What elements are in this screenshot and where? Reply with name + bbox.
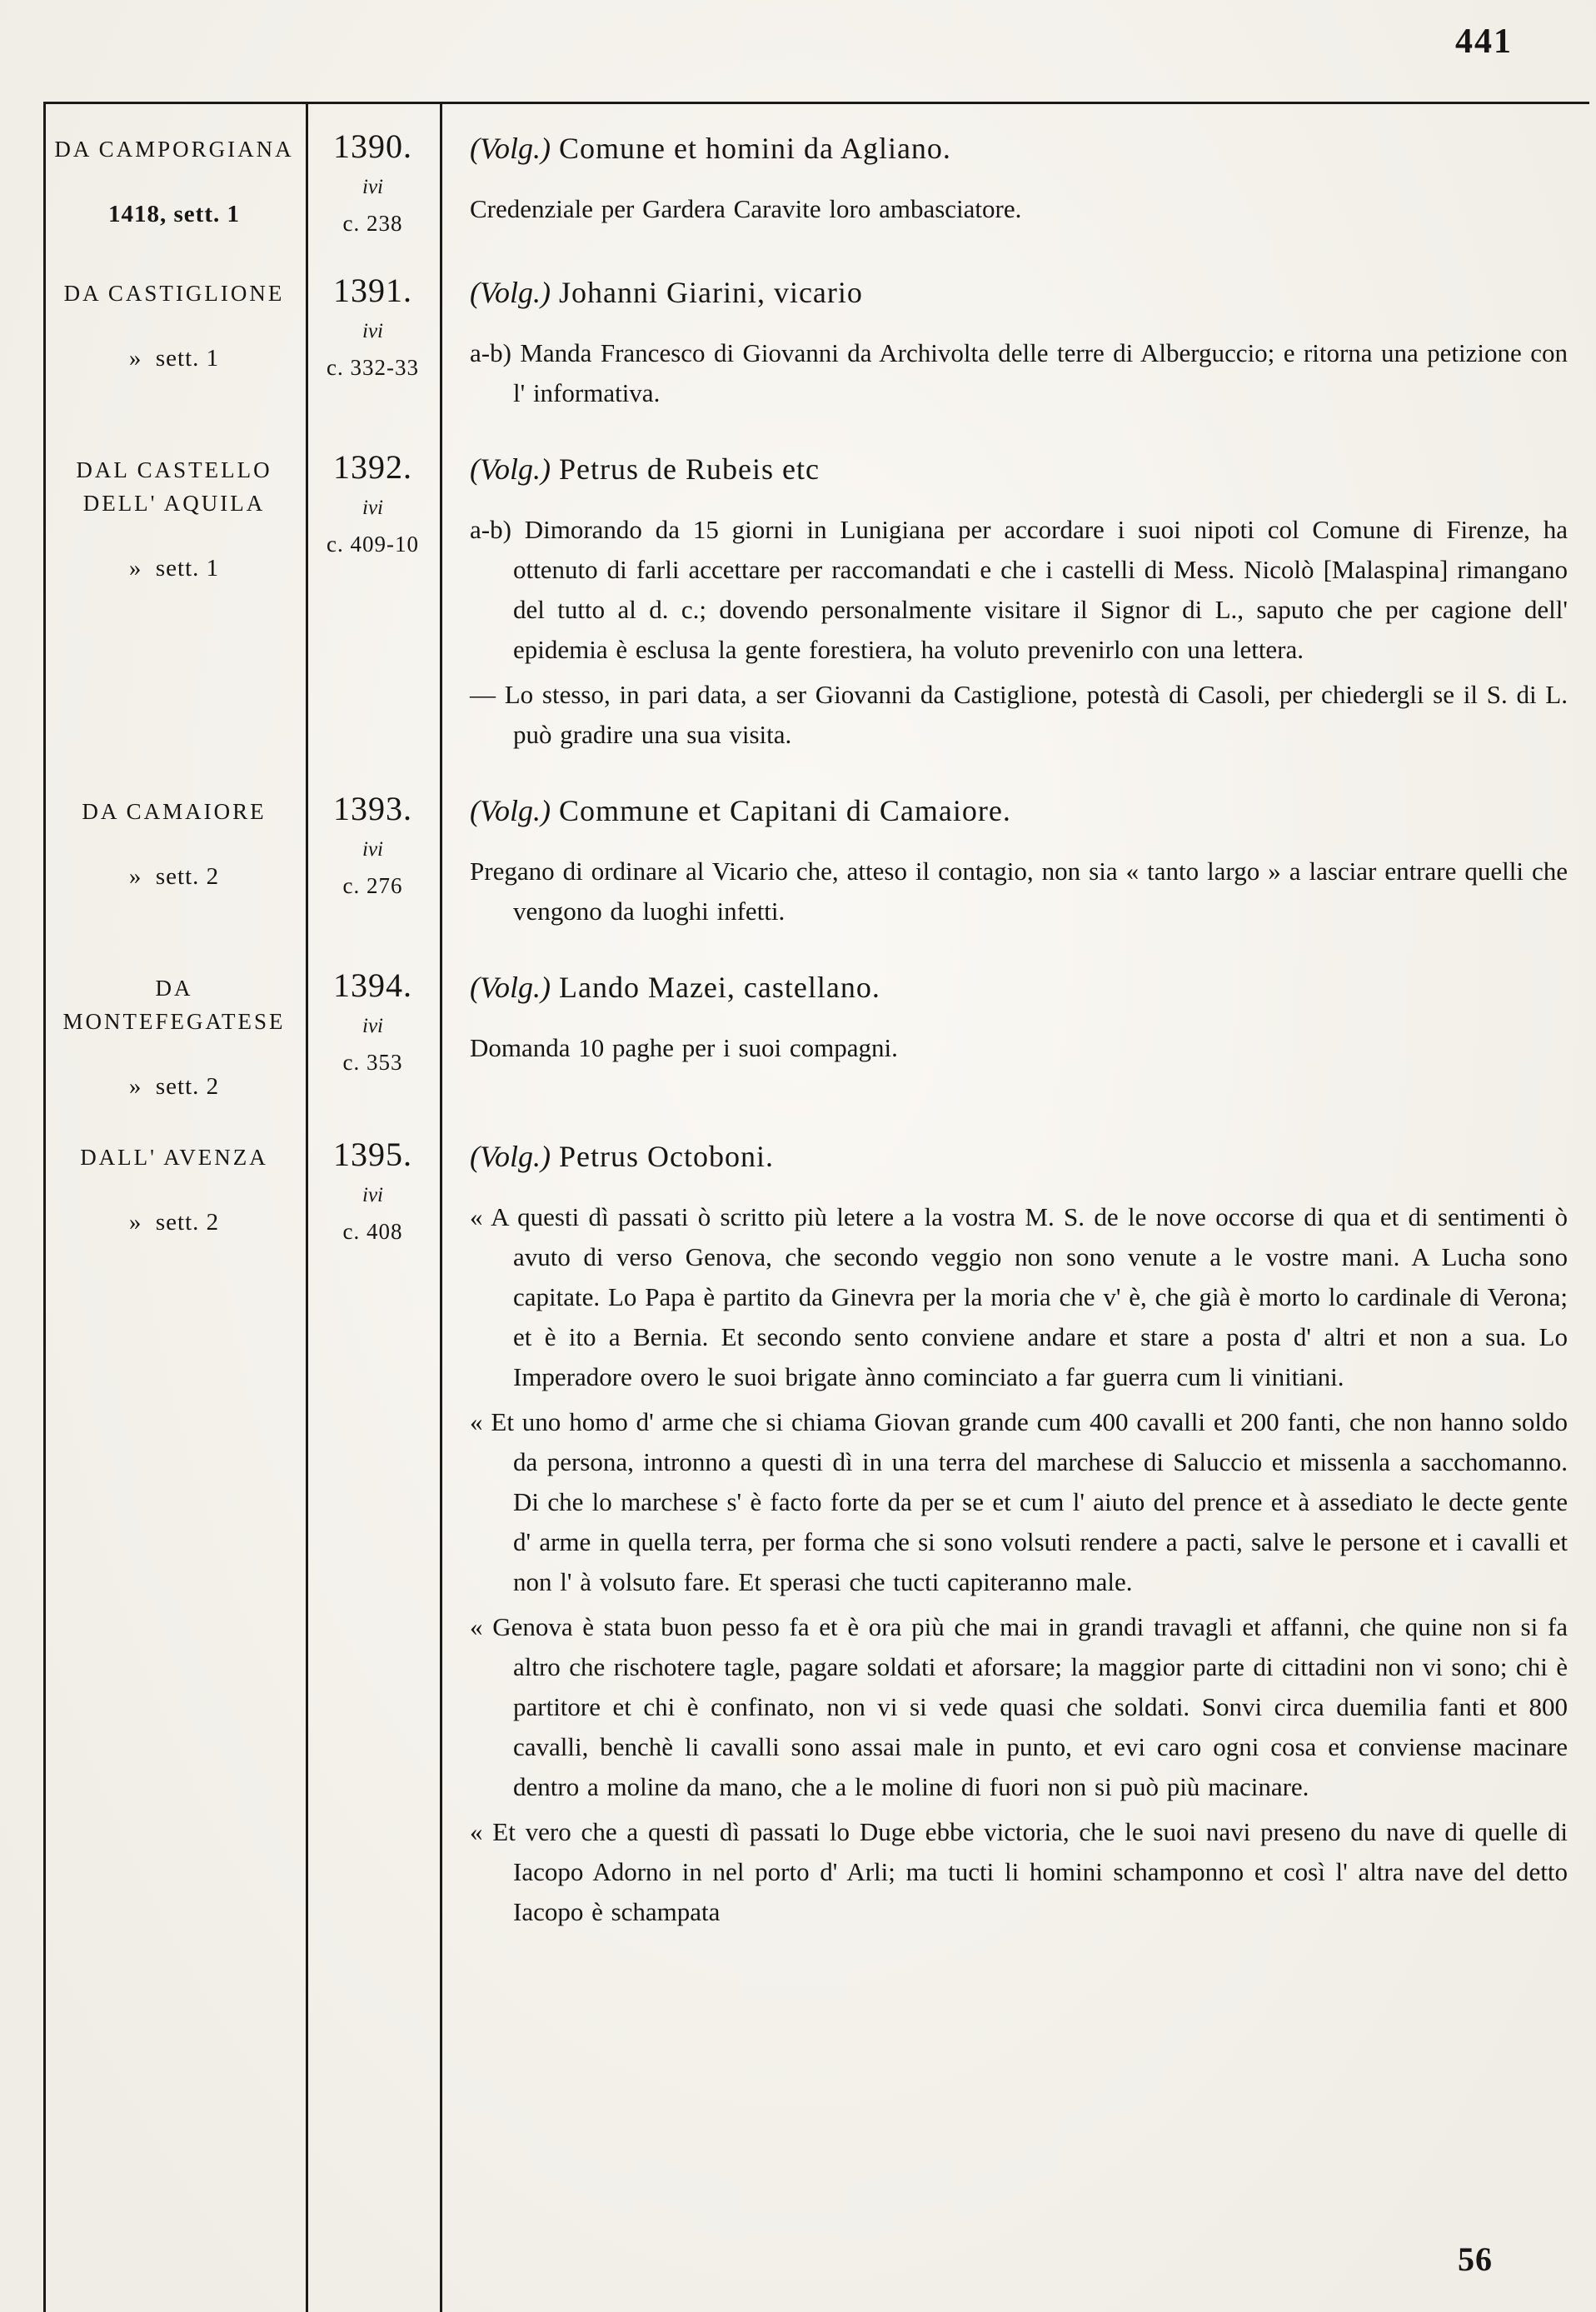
- place-name: DA CAMAIORE: [82, 799, 267, 824]
- entry-number: 1394.: [333, 966, 412, 1004]
- entry-number: 1392.: [333, 448, 412, 486]
- entry-date: » sett. 2: [128, 863, 220, 890]
- place-name: DAL CASTELLO: [76, 457, 272, 482]
- entry-heading: [470, 1136, 1568, 1177]
- entry-number-cell: [306, 127, 440, 237]
- entry-ref-ivi: ivi: [362, 1184, 383, 1206]
- entry-number: 1393.: [333, 790, 412, 827]
- entry-paragraph: — Lo stesso, in pari data, a ser Giovanni da Castiglione, potestà di Casoli, per chiedergli se il S. di L. può gradire una sua visita.: [470, 680, 1568, 749]
- entry-number-cell: [306, 966, 440, 1101]
- entry-number-cell: [306, 1136, 440, 1932]
- entry-heading-tag: (Volg.): [470, 1140, 551, 1173]
- place-name: MONTEFEGATESE: [62, 1009, 286, 1034]
- folio-number: 441: [1455, 22, 1513, 61]
- entry-heading-tag: (Volg.): [470, 132, 551, 165]
- entry-number: 1391.: [333, 272, 412, 309]
- entry-heading-tag: (Volg.): [470, 794, 551, 827]
- register-entry: [46, 966, 1589, 1101]
- register-entry: [46, 790, 1589, 931]
- entry-paragraph: a-b) Manda Francesco di Giovanni da Archivolta delle terre di Alberguccio; e ritorna una petizione con l' informativa.: [470, 338, 1568, 407]
- entry-paragraph: « Et vero che a questi dì passati lo Duge ebbe victoria, che le suoi navi preseno du nave di quelle di Iacopo Adorno in nel porto d' Arli; ma tucti li homini schamponno et così l' altra nave del detto Iacopo è schampata: [470, 1817, 1568, 1926]
- entry-ref-ivi: ivi: [362, 320, 383, 342]
- entry-text-cell: [440, 272, 1589, 413]
- entry-ref-carta: c. 409-10: [327, 532, 419, 557]
- entry-ref-carta: c. 353: [342, 1050, 403, 1075]
- entry-date: » sett. 1: [128, 555, 220, 582]
- register-entry: [46, 272, 1589, 413]
- register-table: [43, 102, 1589, 2312]
- register-entry: [46, 127, 1589, 237]
- entry-ref-ivi: ivi: [362, 176, 383, 198]
- entry-heading-text: Petrus Octoboni.: [558, 1140, 774, 1173]
- entry-ref-carta: c. 332-33: [327, 355, 419, 380]
- entry-date: » sett. 2: [128, 1209, 220, 1236]
- signature-number: 56: [1458, 2240, 1493, 2278]
- entry-ref-ivi: ivi: [362, 497, 383, 519]
- entry-text-cell: [440, 790, 1589, 931]
- entry-paragraph: Domanda 10 paghe per i suoi compagni.: [470, 1033, 898, 1062]
- entry-heading-text: Lando Mazei, castellano.: [558, 971, 880, 1004]
- entry-place-cell: [46, 790, 306, 931]
- place-name: DALL' AVENZA: [80, 1145, 268, 1170]
- place-name: DA CAMPORGIANA: [54, 137, 294, 162]
- entry-heading-text: Petrus de Rubeis etc: [558, 452, 820, 486]
- entry-heading-tag: (Volg.): [470, 452, 551, 486]
- entry-number: 1395.: [333, 1136, 412, 1173]
- entry-heading-tag: (Volg.): [470, 276, 551, 309]
- entry-ref-carta: c. 276: [342, 873, 403, 898]
- entry-paragraph: Pregano di ordinare al Vicario che, atteso il contagio, non sia « tanto largo » a lasciar entrare quelli che vengono da luoghi infetti.: [470, 856, 1568, 926]
- entry-date: » sett. 1: [128, 345, 220, 372]
- entry-number-cell: [306, 448, 440, 755]
- entry-number-cell: [306, 272, 440, 413]
- entry-heading: [470, 448, 1568, 490]
- entry-place-cell: [46, 1136, 306, 1932]
- column-rule-left: [306, 104, 308, 2312]
- entry-paragraph: a-b) Dimorando da 15 giorni in Lunigiana per accordare i suoi nipoti col Comune di Firenze, ha ottenuto di farli accettare per raccomandati e che i castelli di Mess. Nicolò [Malaspina] rimangano del tutto al d. c.; dovendo personalmente visitare il Signor di L., saputo che per cagione dell' epidemia è esclusa la gente forestiera, ha voluto prevenirlo con una lettera.: [470, 515, 1568, 664]
- entry-heading: [470, 272, 1568, 313]
- register-entry: [46, 1136, 1589, 1932]
- entry-paragraph: Credenziale per Gardera Caravite loro ambasciatore.: [470, 194, 1022, 223]
- entry-ref-ivi: ivi: [362, 1015, 383, 1037]
- entry-place-cell: [46, 966, 306, 1101]
- entry-heading-text: Johanni Giarini, vicario: [558, 276, 863, 309]
- entry-place-cell: [46, 127, 306, 237]
- register-entry: [46, 448, 1589, 755]
- entry-text-cell: [440, 448, 1589, 755]
- entry-paragraph: « A questi dì passati ò scritto più letere a la vostra M. S. de le nove occorse di qua et di sentimenti ò avuto di verso Genova, che secondo veggio non sono venute a le vostre mani. A Lucha sono capitate. Lo Papa è partito da Ginevra per la moria che v' è, che già è morto lo cardinale di Verona; et è ito a Bernia. Et secondo sento conviene andare et stare a posta d' altri et non a sua. Lo Imperadore overo le suoi brigate ànno cominciato a far guerra cum li vinitiani.: [470, 1202, 1568, 1391]
- entry-ref-carta: c. 408: [342, 1219, 403, 1244]
- entry-number: 1390.: [333, 127, 412, 165]
- entry-place-cell: [46, 272, 306, 413]
- entry-heading-text: Comune et homini da Agliano.: [558, 132, 951, 165]
- entry-heading: [470, 790, 1568, 831]
- entry-text-cell: [440, 127, 1589, 237]
- entry-ref-ivi: ivi: [362, 838, 383, 861]
- entry-paragraph: « Et uno homo d' arme che si chiama Giovan grande cum 400 cavalli et 200 fanti, che non hanno soldo da persona, intronno a questi dì in una terra del marchese di Saluccio et missenla a sacchomanno. Di che lo marchese s' è facto forte da per se et cum l' aiuto del prence et à assediato le decte gente d' arme in quella terra, per forma che si sono volsuti rendere a pacti, salve le persone et i cavalli et non l' à volsuto fare. Et sperasi che tucti capiteranno male.: [470, 1407, 1568, 1596]
- entry-text-cell: [440, 1136, 1589, 1932]
- entry-date: 1418, sett. 1: [108, 201, 240, 227]
- column-rule-right: [440, 104, 442, 2312]
- place-name: DA CASTIGLIONE: [63, 281, 285, 306]
- entry-number-cell: [306, 790, 440, 931]
- place-name: DELL' AQUILA: [82, 491, 266, 516]
- entry-heading: [470, 127, 1568, 169]
- entry-ref-carta: c. 238: [342, 211, 403, 236]
- place-name: DA: [155, 976, 193, 1001]
- entry-date: » sett. 2: [128, 1073, 220, 1100]
- entry-heading-tag: (Volg.): [470, 971, 551, 1004]
- entry-heading-text: Commune et Capitani di Camaiore.: [558, 794, 1011, 827]
- entry-place-cell: [46, 448, 306, 755]
- entry-text-cell: [440, 966, 1589, 1101]
- entry-paragraph: « Genova è stata buon pesso fa et è ora più che mai in grandi travagli et affanni, che quine non si fa altro che rischotere tagle, pagare soldati et aforsare; la maggior parte di cittadini non vi sono; chi è partitore et chi è confinato, non vi si vede quasi che soldati. Sonvi circa duemilia fanti et 800 cavalli, benchè li cavalli sono assai male in punto, et evi caro ogni cosa et conviense macinare dentro a moline da mano, che a le moline di fuori non si può più macinare.: [470, 1612, 1568, 1801]
- entry-heading: [470, 966, 1568, 1008]
